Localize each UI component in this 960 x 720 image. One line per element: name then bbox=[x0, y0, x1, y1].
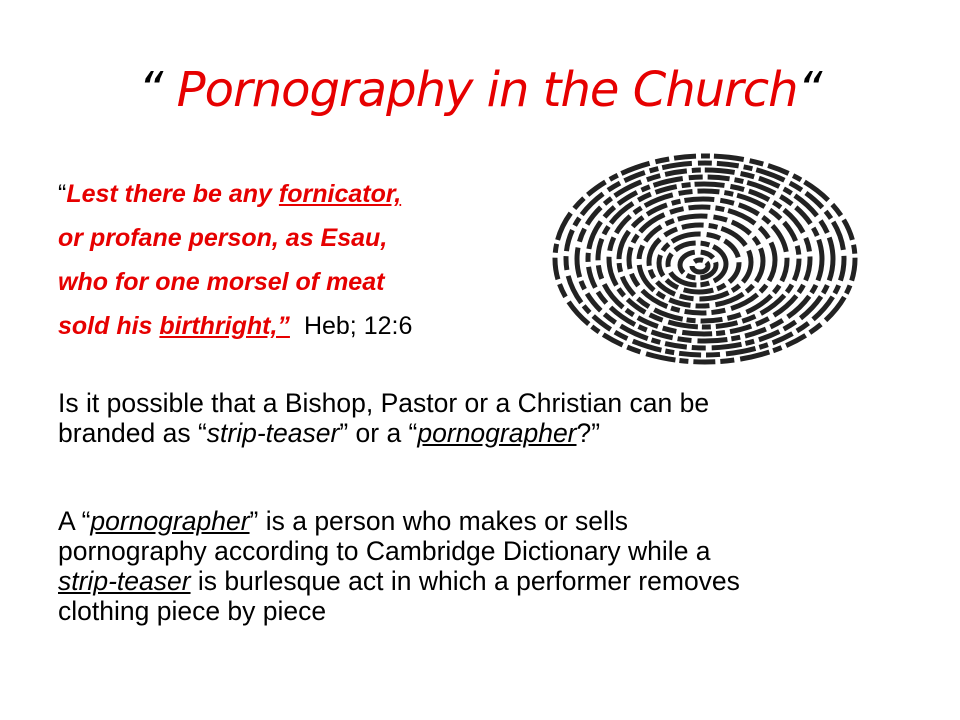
definition-term-strip-teaser: strip-teaser bbox=[58, 566, 191, 596]
term-strip-teaser: strip-teaser bbox=[206, 418, 340, 448]
question-line-2: branded as “strip-teaser” or a “pornographer?” bbox=[58, 418, 601, 448]
question-paragraph bbox=[58, 388, 709, 448]
definition-term-pornographer: pornographer bbox=[90, 506, 250, 536]
scripture-line-3: who for one morsel of meat bbox=[58, 268, 385, 296]
fingerprint-icon bbox=[548, 148, 862, 370]
scripture-quote bbox=[58, 172, 412, 348]
scripture-word-birthright: birthright,” bbox=[159, 312, 290, 340]
scripture-reference: Heb; 12:6 bbox=[303, 312, 413, 340]
scripture-line-2: or profane person, as Esau, bbox=[58, 224, 388, 252]
question-line-1: Is it possible that a Bishop, Pastor or a Christian can be bbox=[58, 388, 710, 418]
definition-line-4: clothing piece by piece bbox=[58, 596, 327, 626]
definition-line-1: A “pornographer” is a person who makes or sells bbox=[58, 506, 629, 536]
title-text: Pornography in the Church bbox=[176, 62, 798, 118]
definition-paragraph bbox=[58, 506, 740, 626]
slide-title bbox=[0, 62, 960, 118]
definition-line-3: strip-teaser is burlesque act in which a performer removes bbox=[58, 566, 740, 596]
title-close-quote: “ bbox=[797, 62, 822, 118]
scripture-word-fornicator: fornicator, bbox=[278, 180, 402, 208]
title-open-quote: “ bbox=[138, 62, 163, 118]
scripture-line-1: “Lest there be any fornicator, bbox=[58, 180, 402, 208]
scripture-line-4: sold his birthright,” Heb; 12:6 bbox=[58, 312, 413, 340]
definition-line-2: pornography according to Cambridge Dictionary while a bbox=[58, 536, 711, 566]
term-pornographer: pornographer bbox=[417, 418, 577, 448]
